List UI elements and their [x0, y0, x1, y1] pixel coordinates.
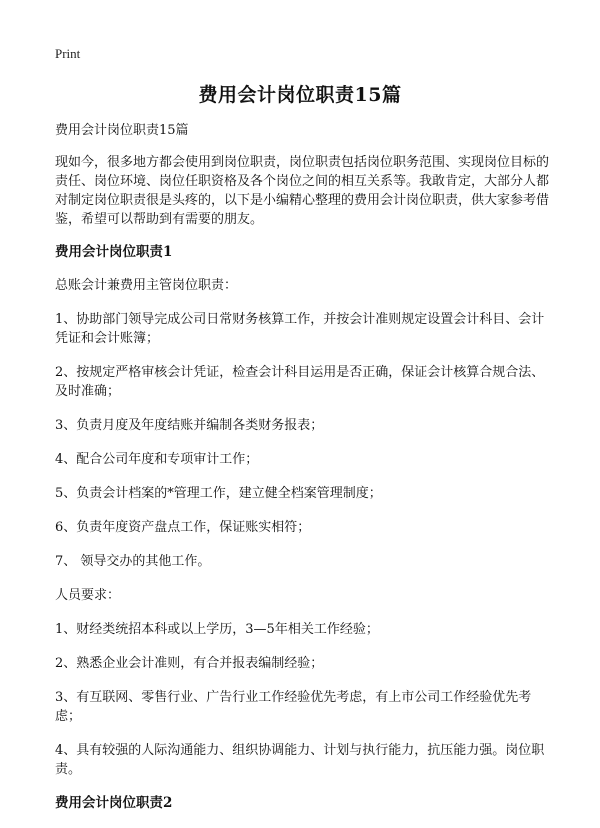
body-paragraph: 6、负责年度资产盘点工作，保证账实相符； — [55, 520, 311, 535]
body-paragraph: 2、熟悉企业会计准则，有合并报表编制经验； — [55, 656, 324, 671]
body-paragraph: 7、 领导交办的其他工作。 — [55, 554, 211, 569]
body-paragraph: 1、财经类统招本科或以上学历，3—5年相关工作经验； — [55, 622, 379, 637]
body-paragraph: 4、具有较强的人际沟通能力、组织协调能力、计划与执行能力，抗压能力强。岗位职责。 — [55, 743, 545, 777]
body-paragraph: 人员要求： — [55, 588, 121, 603]
body-paragraph: 3、负责月度及年度结账并编制各类财务报表； — [55, 418, 324, 433]
section-heading: 费用会计岗位职责1 — [55, 244, 173, 260]
body-paragraph: 4、配合公司年度和专项审计工作； — [55, 452, 259, 467]
document-subtitle: 费用会计岗位职责15篇 — [55, 123, 189, 138]
print-link[interactable]: Print — [55, 46, 81, 61]
document-body — [55, 121, 550, 827]
intro-paragraph: 现如今，很多地方都会使用到岗位职责，岗位职责包括岗位职务范围、实现岗位目标的责任、岗位环境、岗位任职资格及各个岗位之间的相互关系等。我敢肯定，大部分人都对制定岗位职责很是头疼的，以下是小编精心整理的费用会计岗位职责，供大家参考借鉴，希望可以帮助到有需要的朋友。 — [55, 155, 550, 227]
body-paragraph: 5、负责会计档案的*管理工作，建立健全档案管理制度； — [55, 486, 382, 501]
document-title: 费用会计岗位职责15篇 — [198, 84, 402, 106]
section-heading: 费用会计岗位职责2 — [55, 795, 173, 811]
body-paragraph: 1、协助部门领导完成公司日常财务核算工作，并按会计准则规定设置会计科目、会计凭证和会计账簿； — [55, 312, 545, 346]
body-paragraph: 3、有互联网、零售行业、广告行业工作经验优先考虑，有上市公司工作经验优先考虑； — [55, 690, 532, 724]
body-paragraph: 总账会计兼费用主管岗位职责： — [55, 278, 238, 293]
body-paragraph: 2、按规定严格审核会计凭证，检查会计科目运用是否正确，保证会计核算合规合法、及时准确； — [55, 365, 545, 399]
